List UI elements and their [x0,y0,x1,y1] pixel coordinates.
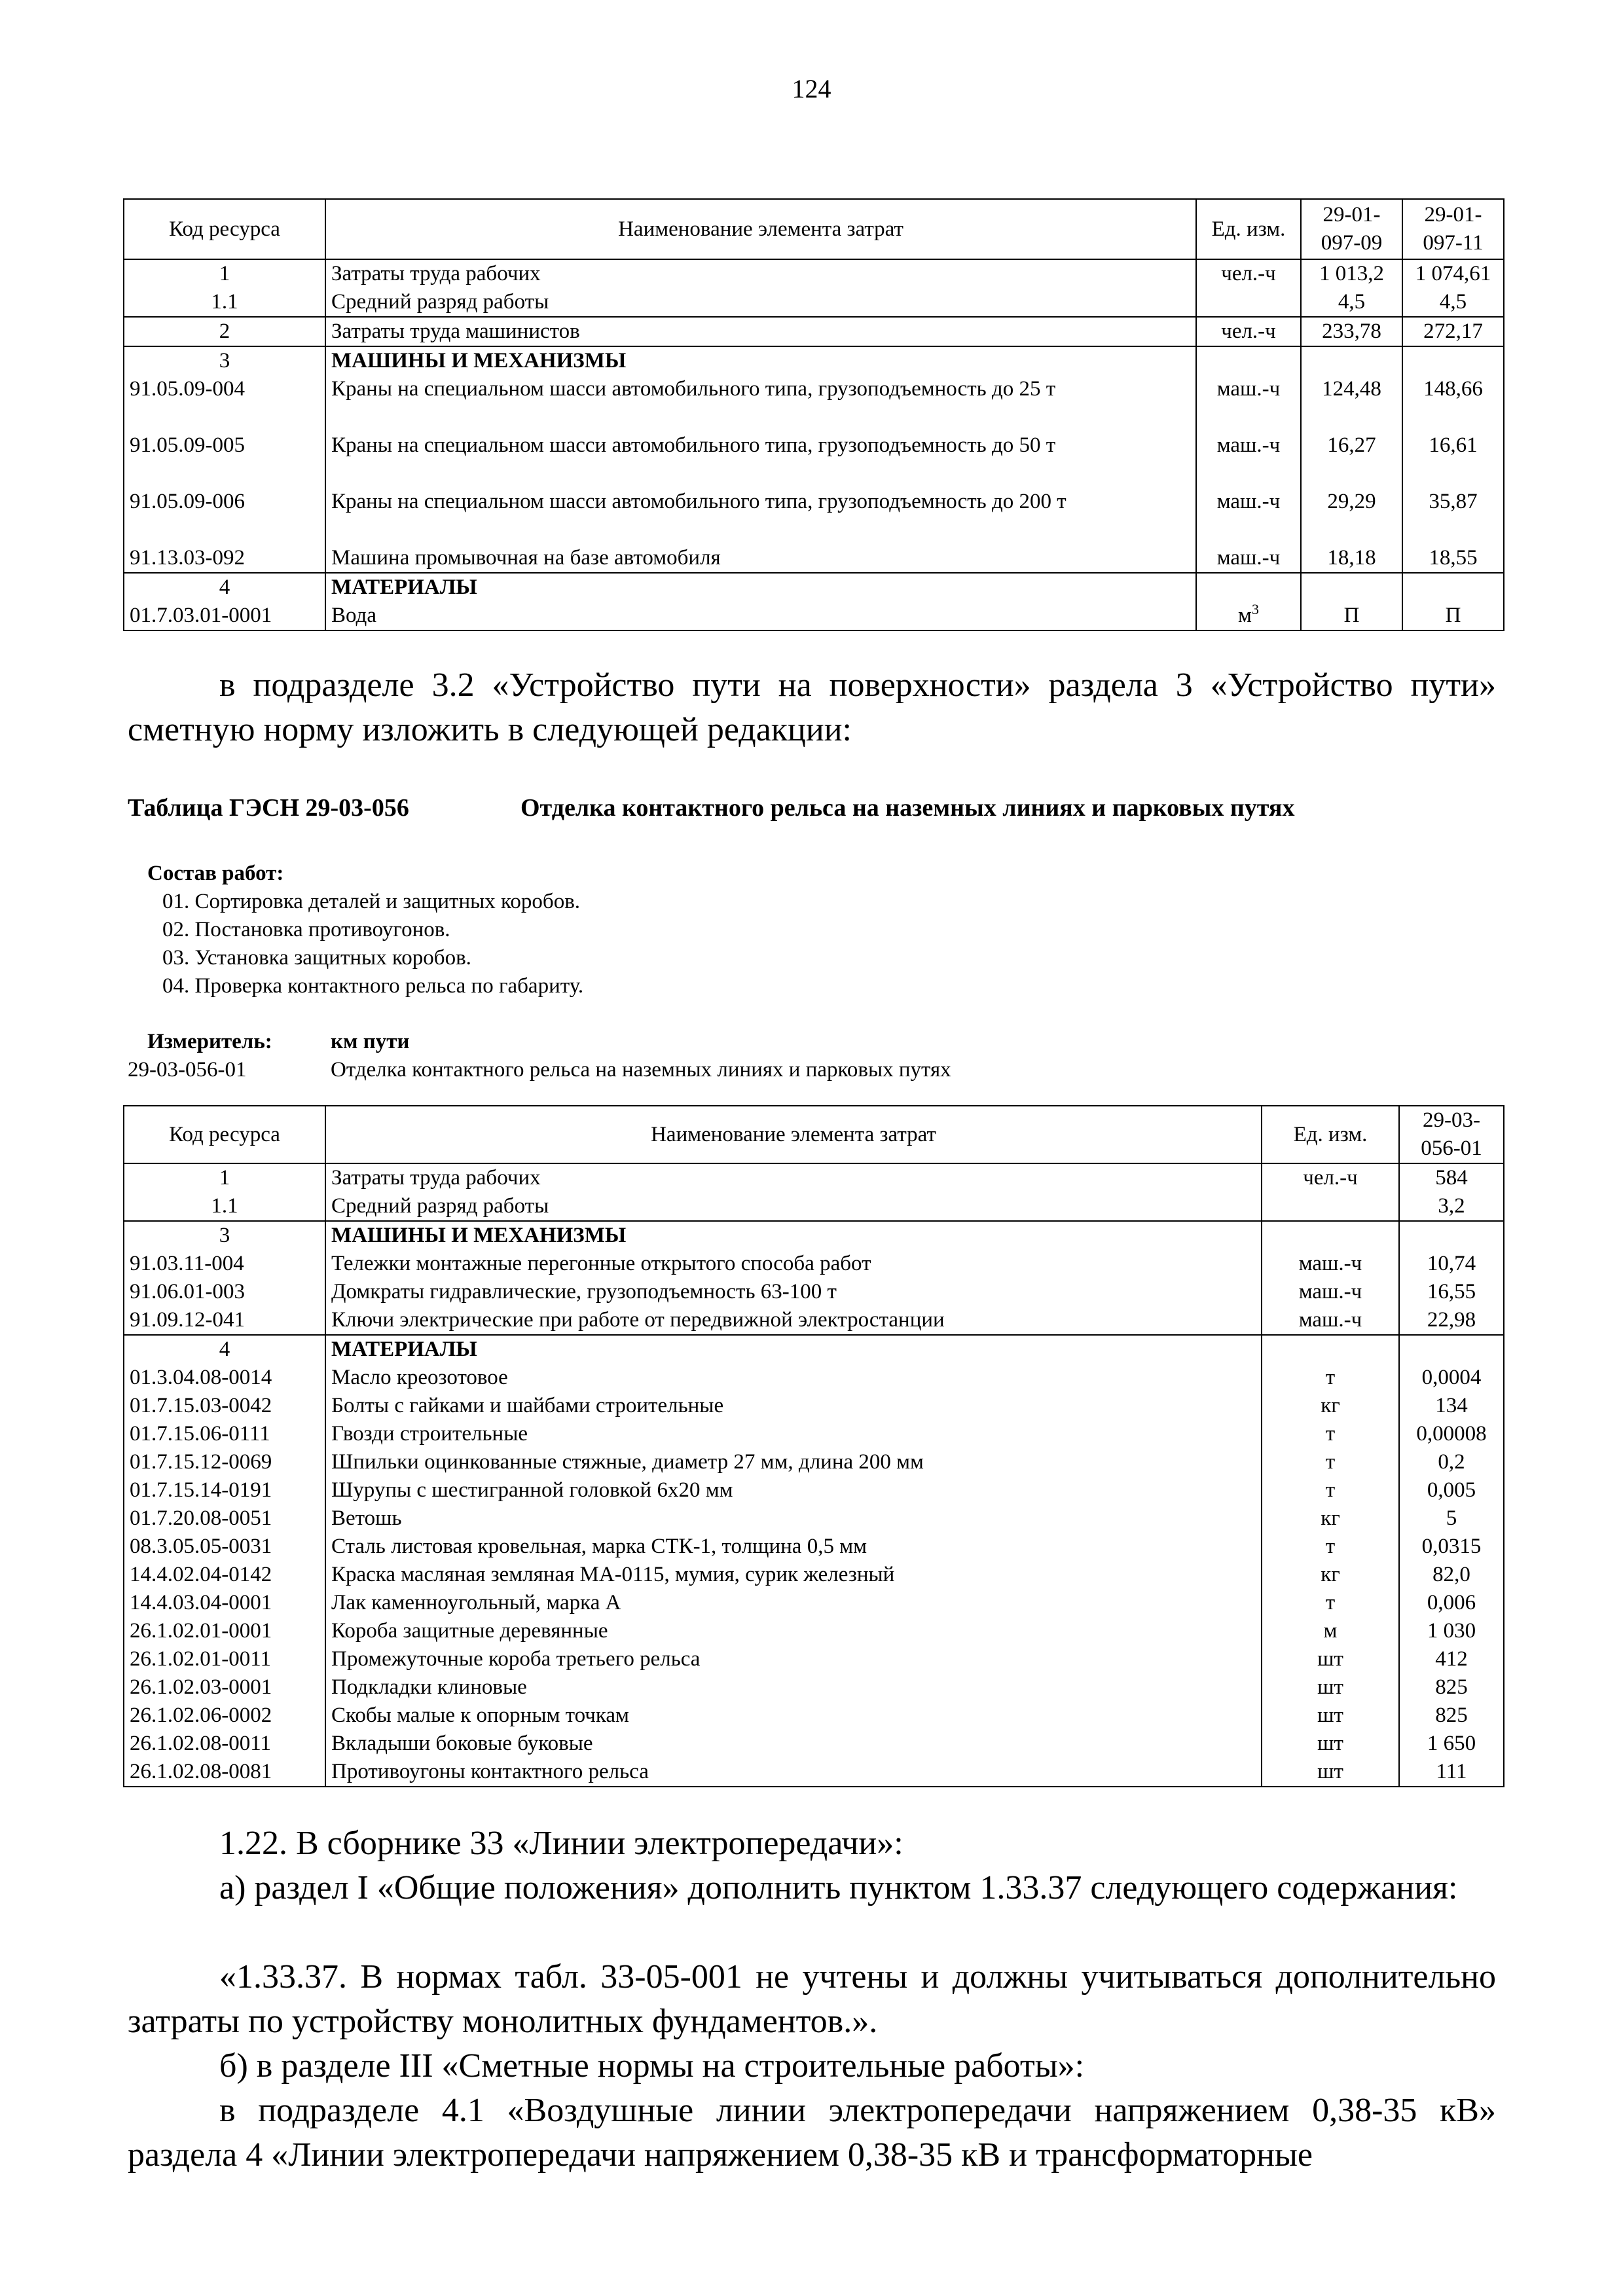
cell-code: 1.1 [124,1192,325,1221]
work-item: 04. Проверка контактного рельса по габариту. [162,974,584,998]
header-unit: Ед. изм. [1196,199,1301,259]
cell-code: 26.1.02.08-0011 [124,1730,325,1758]
cell-value: 233,78 [1301,317,1402,346]
table-row [124,259,1504,288]
cell-value: 148,66 [1402,375,1504,431]
cell-code: 01.7.15.06-0111 [124,1420,325,1448]
table-row [124,602,1504,630]
page-number: 124 [792,74,831,103]
cell-name: Ключи электрические при работе от передвижной электростанции [325,1306,1262,1335]
cell-name: Подкладки клиновые [325,1673,1262,1702]
resource-table-1 [123,198,1504,631]
cell-code: 4 [124,573,325,602]
cell-value: 16,61 [1402,431,1504,488]
cell-value: 124,48 [1301,375,1402,431]
table-row [124,1335,1504,1364]
cell-name: Вкладыши боковые буковые [325,1730,1262,1758]
cell-unit: маш.-ч [1196,488,1301,544]
cell-code: 26.1.02.08-0081 [124,1758,325,1787]
work-heading: Состав работ: [147,862,284,885]
table-row [124,1163,1504,1192]
paragraph-text: а) раздел I «Общие положения» дополнить пунктом 1.33.37 следующего содержания: [219,1869,1458,1906]
table-row [124,1673,1504,1702]
paragraph-quote [128,1955,1496,2044]
cell-unit: маш.-ч [1196,375,1301,431]
cell-value: 0,00008 [1399,1420,1504,1448]
cell-name: Средний разряд работы [325,288,1196,317]
header-name: Наименование элемента затрат [325,199,1196,259]
table-row [124,1364,1504,1392]
cell-code: 1 [124,259,325,288]
cell-name: Масло креозотовое [325,1364,1262,1392]
cell-code: 01.3.04.08-0014 [124,1364,325,1392]
paragraph-text: «1.33.37. В нормах табл. 33-05-001 не учтены и должны учитываться дополнительно затраты по устройству монолитных фундаментов.». [128,1958,1496,2040]
table-row [124,488,1504,544]
cell-name: Ветошь [325,1504,1262,1533]
cell-value: П [1301,602,1402,630]
cell-code: 91.05.09-005 [124,431,325,488]
cell-value: 0,006 [1399,1589,1504,1617]
table-row [124,1504,1504,1533]
cell-value [1399,1335,1504,1364]
header-norm-1: 29-01-097-09 [1301,199,1402,259]
table-row [124,1221,1504,1250]
cell-value: 412 [1399,1645,1504,1673]
table-row [124,1306,1504,1335]
cell-unit: кг [1262,1392,1399,1420]
cell-code: 14.4.03.04-0001 [124,1589,325,1617]
paragraph-text: б) в разделе III «Сметные нормы на строительные работы»: [219,2047,1085,2085]
cell-value: 825 [1399,1673,1504,1702]
cell-code: 91.05.09-004 [124,375,325,431]
cell-code: 91.06.01-003 [124,1278,325,1306]
cell-name: Гвозди строительные [325,1420,1262,1448]
header-name: Наименование элемента затрат [325,1106,1262,1163]
header-norm-1: 29-03-056-01 [1399,1106,1504,1163]
paragraph-text: 1.22. В сборнике 33 «Линии электропередачи»: [219,1825,903,1862]
cell-value: 1 030 [1399,1617,1504,1645]
cell-unit [1196,602,1301,630]
table-row [124,1758,1504,1787]
paragraph-subsection-4-1 [128,2088,1496,2178]
table-row [124,1250,1504,1278]
cell-code: 08.3.05.05-0031 [124,1533,325,1561]
paragraph-b [128,2044,1496,2088]
table-title-name: Отделка контактного рельса на наземных линиях и парковых путях [520,794,1295,822]
cell-name: Шурупы с шестигранной головкой 6х20 мм [325,1476,1262,1504]
table-row [124,375,1504,431]
cell-unit: шт [1262,1730,1399,1758]
table-row [124,1561,1504,1589]
table-row [124,544,1504,573]
cell-name: Тележки монтажные перегонные открытого способа работ [325,1250,1262,1278]
cell-code: 91.13.03-092 [124,544,325,573]
cell-code: 01.7.15.14-0191 [124,1476,325,1504]
cell-name: Вода [325,602,1196,630]
cell-value [1399,1221,1504,1250]
cell-section-title: МАТЕРИАЛЫ [325,573,1196,602]
cell-section-title: МАШИНЫ И МЕХАНИЗМЫ [325,346,1196,375]
cell-value [1402,573,1504,602]
cell-unit: шт [1262,1758,1399,1787]
cell-value [1301,346,1402,375]
measure-value: км пути [331,1030,410,1053]
cell-code: 26.1.02.03-0001 [124,1673,325,1702]
cell-unit: маш.-ч [1262,1306,1399,1335]
cell-name: Лак каменноугольный, марка А [325,1589,1262,1617]
cell-name: Машина промывочная на базе автомобиля [325,544,1196,573]
table-row [124,1392,1504,1420]
table-row [124,288,1504,317]
cell-value: 0,2 [1399,1448,1504,1476]
cell-code: 3 [124,346,325,375]
cell-value: 272,17 [1402,317,1504,346]
cell-unit: м [1262,1617,1399,1645]
table-row [124,1702,1504,1730]
cell-code: 1.1 [124,288,325,317]
table-row [124,1420,1504,1448]
table-row [124,346,1504,375]
table-row [124,1589,1504,1617]
header-code: Код ресурса [124,199,325,259]
cell-unit [1262,1335,1399,1364]
cell-unit: чел.-ч [1196,317,1301,346]
cell-value: 16,55 [1399,1278,1504,1306]
cell-name: Сталь листовая кровельная, марка СТК-1, толщина 0,5 мм [325,1533,1262,1561]
paragraph-subsection [128,663,1496,752]
work-item: 03. Установка защитных коробов. [162,946,471,970]
paragraph-text: в подразделе 3.2 «Устройство пути на поверхности» раздела 3 «Устройство пути» сметную норму изложить в следующей редакции: [128,666,1496,748]
cell-code: 26.1.02.01-0011 [124,1645,325,1673]
cell-value: 29,29 [1301,488,1402,544]
table-title [128,793,1295,822]
table-row [124,1533,1504,1561]
cell-value: 584 [1399,1163,1504,1192]
norm-code: 29-03-056-01 [128,1058,247,1082]
cell-name: Болты с гайками и шайбами строительные [325,1392,1262,1420]
cell-name: Затраты труда рабочих [325,1163,1262,1192]
unit-text: м [1238,604,1252,627]
cell-unit [1196,288,1301,317]
cell-name: Промежуточные короба третьего рельса [325,1645,1262,1673]
cell-name: Затраты труда рабочих [325,259,1196,288]
cell-value: 0,0315 [1399,1533,1504,1561]
cell-unit: т [1262,1448,1399,1476]
cell-unit [1262,1221,1399,1250]
cell-code: 1 [124,1163,325,1192]
cell-value [1402,346,1504,375]
cell-name: Домкраты гидравлические, грузоподъемность 63-100 т [325,1278,1262,1306]
table-row [124,1192,1504,1221]
cell-value: П [1402,602,1504,630]
table-row [124,431,1504,488]
paragraph-1-22 [128,1821,1496,1866]
table-row [124,1278,1504,1306]
measure-label: Измеритель: [147,1030,272,1053]
cell-value: 82,0 [1399,1561,1504,1589]
header-code: Код ресурса [124,1106,325,1163]
cell-name: Противоугоны контактного рельса [325,1758,1262,1787]
cell-name: Краны на специальном шасси автомобильного типа, грузоподъемность до 25 т [325,375,1196,431]
cell-name: Затраты труда машинистов [325,317,1196,346]
cell-unit: т [1262,1589,1399,1617]
cell-unit: кг [1262,1561,1399,1589]
table-header [124,199,1504,259]
cell-value: 134 [1399,1392,1504,1420]
cell-section-title: МАТЕРИАЛЫ [325,1335,1262,1364]
norm-description: Отделка контактного рельса на наземных линиях и парковых путях [331,1058,951,1082]
cell-code: 2 [124,317,325,346]
work-item: 02. Постановка противоугонов. [162,918,450,941]
cell-name: Скобы малые к опорным точкам [325,1702,1262,1730]
cell-name: Краска масляная земляная МА-0115, мумия, сурик железный [325,1561,1262,1589]
cell-value: 16,27 [1301,431,1402,488]
cell-code: 01.7.15.03-0042 [124,1392,325,1420]
cell-value: 18,55 [1402,544,1504,573]
table-row [124,1448,1504,1476]
paragraph-text: в подразделе 4.1 «Воздушные линии электропередачи напряжением 0,38-35 кВ» раздела 4 «Линии электропередачи напряжением 0,38-35 кВ и трансформаторные [128,2092,1496,2174]
cell-unit: шт [1262,1702,1399,1730]
cell-value: 3,2 [1399,1192,1504,1221]
cell-unit [1262,1192,1399,1221]
table-row [124,1476,1504,1504]
cell-code: 14.4.02.04-0142 [124,1561,325,1589]
cell-value: 825 [1399,1702,1504,1730]
cell-code: 01.7.03.01-0001 [124,602,325,630]
cell-value: 4,5 [1402,288,1504,317]
cell-unit: маш.-ч [1196,544,1301,573]
cell-unit: чел.-ч [1196,259,1301,288]
header-norm-2: 29-01-097-11 [1402,199,1504,259]
cell-code: 91.03.11-004 [124,1250,325,1278]
cell-value: 0,0004 [1399,1364,1504,1392]
cell-code: 91.05.09-006 [124,488,325,544]
cell-value: 1 650 [1399,1730,1504,1758]
table-row [124,317,1504,346]
cell-code: 26.1.02.06-0002 [124,1702,325,1730]
cell-unit: т [1262,1533,1399,1561]
cell-value: 18,18 [1301,544,1402,573]
cell-section-title: МАШИНЫ И МЕХАНИЗМЫ [325,1221,1262,1250]
cell-value: 111 [1399,1758,1504,1787]
cell-unit: т [1262,1364,1399,1392]
cell-value: 22,98 [1399,1306,1504,1335]
cell-code: 91.09.12-041 [124,1306,325,1335]
cell-unit: шт [1262,1673,1399,1702]
cell-value: 1 074,61 [1402,259,1504,288]
cell-name: Шпильки оцинкованные стяжные, диаметр 27 мм, длина 200 мм [325,1448,1262,1476]
cell-name: Краны на специальном шасси автомобильного типа, грузоподъемность до 50 т [325,431,1196,488]
cell-value: 1 013,2 [1301,259,1402,288]
cell-value: 0,005 [1399,1476,1504,1504]
cell-unit: т [1262,1476,1399,1504]
table-row [124,1617,1504,1645]
cell-value [1301,573,1402,602]
cell-code: 01.7.20.08-0051 [124,1504,325,1533]
cell-code: 26.1.02.01-0001 [124,1617,325,1645]
cell-value: 4,5 [1301,288,1402,317]
cell-unit: т [1262,1420,1399,1448]
cell-code: 01.7.15.12-0069 [124,1448,325,1476]
cell-value: 35,87 [1402,488,1504,544]
cell-unit: чел.-ч [1262,1163,1399,1192]
table-row [124,573,1504,602]
work-item: 01. Сортировка деталей и защитных коробов. [162,890,581,913]
cell-name: Короба защитные деревянные [325,1617,1262,1645]
table-row [124,1730,1504,1758]
table-row [124,1645,1504,1673]
table-header [124,1106,1504,1163]
cell-unit [1196,573,1301,602]
cell-unit: шт [1262,1645,1399,1673]
cell-name: Краны на специальном шасси автомобильного типа, грузоподъемность до 200 т [325,488,1196,544]
cell-value: 10,74 [1399,1250,1504,1278]
cell-value: 5 [1399,1504,1504,1533]
cell-unit: маш.-ч [1262,1278,1399,1306]
resource-table-2 [123,1105,1504,1787]
cell-code: 3 [124,1221,325,1250]
table-title-label: Таблица ГЭСН 29-03-056 [128,794,409,822]
cell-unit: кг [1262,1504,1399,1533]
cell-code: 4 [124,1335,325,1364]
cell-unit: маш.-ч [1196,431,1301,488]
unit-superscript: 3 [1251,602,1259,617]
cell-unit: маш.-ч [1262,1250,1399,1278]
cell-unit [1196,346,1301,375]
cell-name: Средний разряд работы [325,1192,1262,1221]
paragraph-a [128,1866,1496,1910]
header-unit: Ед. изм. [1262,1106,1399,1163]
